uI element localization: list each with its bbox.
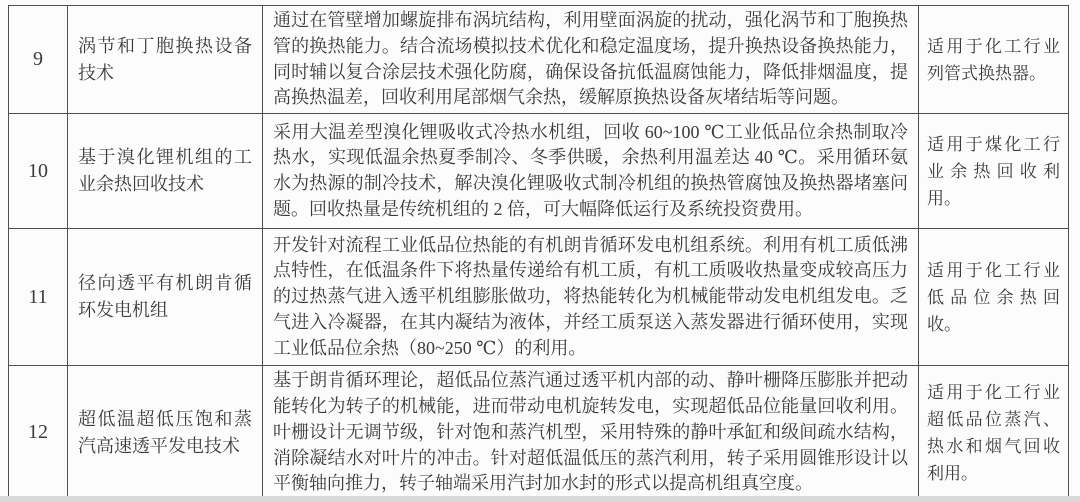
tech-name-cell: 涡节和丁胞换热设备技术 <box>68 6 263 114</box>
tech-name-cell: 基于溴化锂机组的工业余热回收技术 <box>68 114 263 229</box>
scope-cell: 适用于化工行业低品位余热回收。 <box>919 229 1069 366</box>
table-row <box>9 114 1069 229</box>
technology-table <box>8 5 1069 500</box>
tech-name-cell: 超低温超低压饱和蒸汽高速透平发电技术 <box>68 366 263 500</box>
page-bottom-divider <box>0 496 1080 502</box>
scope-cell: 适用于煤化工行业余热回收利用。 <box>919 114 1069 229</box>
description-cell: 采用大温差型溴化锂吸收式冷热水机组，回收 60~100 ℃工业低品位余热制取冷热水，实现低温余热夏季制冷、冬季供暖，余热利用温差达 40 ℃。采用循环氨水为热源的制冷技术，解决溴化锂吸收式制冷机组的换热管腐蚀及换热器堵塞问题。回收热量是传统机组的 2 倍，可大幅降低运行及系统投资费用。 <box>263 114 919 229</box>
table-row <box>9 229 1069 366</box>
row-number-cell: 12 <box>9 366 68 500</box>
description-cell: 基于朗肯循环理论，超低品位蒸汽通过透平机内部的动、静叶栅降压膨胀并把动能转化为转子的机械能，进而带动电机旋转发电，实现超低品位能量回收利用。叶栅设计无调节级，针对饱和蒸汽机型，采用特殊的静叶承缸和级间疏水结构，消除凝结水对叶片的冲击。针对超低温低压的蒸汽利用，转子采用圆锥形设计以平衡轴向推力，转子轴端采用汽封加水封的形式以提高机组真空度。 <box>263 366 919 500</box>
table-row <box>9 366 1069 500</box>
row-number-cell: 11 <box>9 229 68 366</box>
table-row <box>9 6 1069 114</box>
description-cell: 通过在管壁增加螺旋排布涡坑结构，利用壁面涡旋的扰动，强化涡节和丁胞换热管的换热能力。结合流场模拟技术优化和稳定温度场，提升换热设备换热能力，同时辅以复合涂层技术强化防腐，确保设备抗低温腐蚀能力，降低排烟温度，提高换热温差，回收利用尾部烟气余热，缓解原换热设备灰堵结垢等问题。 <box>263 6 919 114</box>
row-number-cell: 10 <box>9 114 68 229</box>
tech-name-cell: 径向透平有机朗肯循环发电机组 <box>68 229 263 366</box>
row-number-cell: 9 <box>9 6 68 114</box>
description-cell: 开发针对流程工业低品位热能的有机朗肯循环发电机组系统。利用有机工质低沸点特性，在低温条件下将热量传递给有机工质，有机工质吸收热量变成较高压力的过热蒸气进入透平机组膨胀做功，将热能转化为机械能带动发电机组发电。乏气进入冷凝器，在其内凝结为液体，并经工质泵送入蒸发器进行循环使用，实现工业低品位余热（80~250 ℃）的利用。 <box>263 229 919 366</box>
scope-cell: 适用于化工行业超低品位蒸汽、热水和烟气回收利用。 <box>919 366 1069 500</box>
scope-cell: 适用于化工行业列管式换热器。 <box>919 6 1069 114</box>
